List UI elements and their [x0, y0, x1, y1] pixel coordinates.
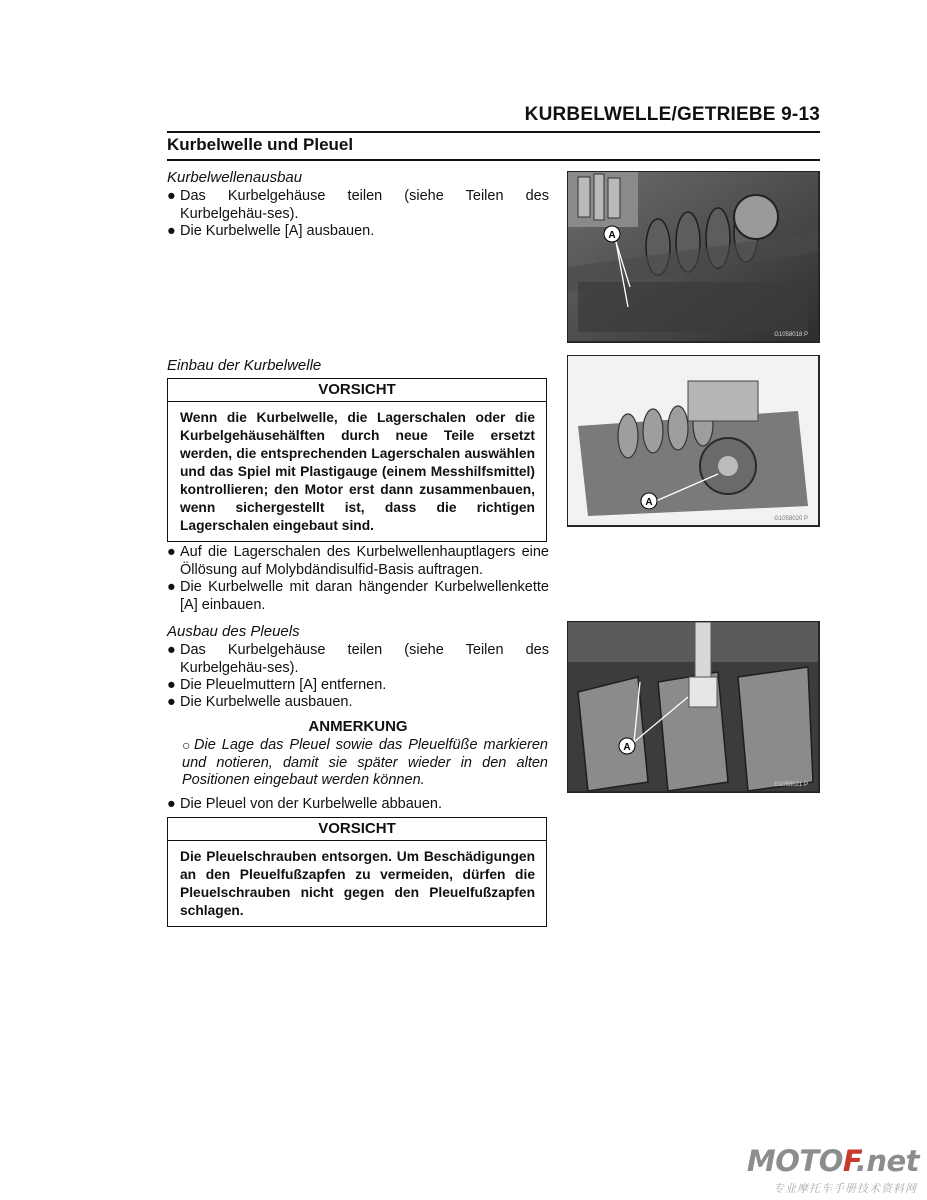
removal-subtitle: Kurbelwellenausbau — [167, 169, 303, 186]
figure-code: G1058021 P — [774, 782, 808, 788]
bullet-icon: ● — [167, 579, 176, 595]
bullet-icon: ● — [167, 796, 176, 812]
caution-heading: VORSICHT — [168, 379, 546, 402]
bullet-icon: ● — [167, 544, 176, 560]
figure-code: G1058020 P — [774, 516, 808, 522]
header-rule — [167, 131, 820, 133]
section-title: Kurbelwelle und Pleuel — [167, 135, 354, 154]
rod-caution-box — [167, 817, 547, 927]
rod-bullet-2: ● Die Pleuelmuttern [A] entfernen. — [167, 677, 387, 693]
note-marker-icon: ○ — [182, 737, 191, 753]
install-subtitle: Einbau der Kurbelwelle — [167, 357, 322, 374]
figure-crankshaft-removal — [567, 171, 820, 343]
section-rule — [167, 159, 820, 161]
figure-code: G1058018 P — [774, 332, 808, 338]
note-text: Die Lage das Pleuel sowie das Pleuelfüße markieren und notieren, damit sie später wieder in den alten Positionen eingebaut werden können. — [182, 737, 548, 788]
watermark-logo: MOTOF.net — [746, 1144, 919, 1178]
figure-callout-label: A — [645, 497, 653, 508]
note-heading: ANMERKUNG — [308, 718, 408, 735]
install-bullet-2: ● Die Kurbelwelle mit daran hängender Kurbelwellenkette [A] einbauen. — [167, 579, 549, 613]
rod-bullet-1: ● Das Kurbelgehäuse teilen (siehe Teilen des Kurbelgehäu-ses). — [167, 642, 549, 676]
caution-text: Die Pleuelschrauben entsorgen. Um Beschädigungen an den Pleuelfußzapfen zu vermeiden, dürfen die Pleuelschrauben nicht gegen den Pleuelfußzapfen schlagen. — [180, 849, 535, 918]
caution-text: Wenn die Kurbelwelle, die Lagerschalen oder die Kurbelgehäusehälften durch neue Teile ersetzt werden, die entsprechenden Lagerschalen auswählen und das Spiel mit Plastigauge (einem Messhilfsmittel) kontrollieren; den Motor erst dann zusammenbauen, wenn sichergestellt ist, dass die richtigen Lagerschalen eingebaut sind. — [180, 410, 535, 533]
figure-callout-label: A — [623, 742, 631, 753]
rod-bullet-4: ● Die Pleuel von der Kurbelwelle abbauen. — [167, 796, 442, 812]
figure-crankshaft-install — [567, 355, 820, 527]
removal-bullet-2: ● Die Kurbelwelle [A] ausbauen. — [167, 223, 375, 239]
bullet-icon: ● — [167, 188, 176, 204]
watermark-tagline: 专业摩托车手册技术资料网 — [773, 1183, 917, 1195]
bullet-icon: ● — [167, 223, 176, 239]
install-caution-box — [167, 378, 547, 542]
bullet-icon: ● — [167, 677, 176, 693]
page-header-title: KURBELWELLE/GETRIEBE 9-13 — [524, 104, 820, 125]
bullet-icon: ● — [167, 694, 176, 710]
rod-removal-subtitle: Ausbau des Pleuels — [167, 623, 300, 640]
caution-heading: VORSICHT — [168, 818, 546, 841]
bullet-icon: ● — [167, 642, 176, 658]
figure-rod-nuts — [567, 621, 820, 793]
removal-bullet-1: ● Das Kurbelgehäuse teilen (siehe Teilen des Kurbelgehäu-ses). — [167, 188, 549, 222]
install-bullet-1: ● Auf die Lagerschalen des Kurbelwellenhauptlagers eine Öllösung auf Molybdändisulfid-Basis auftragen. — [167, 544, 549, 578]
rod-bullet-3: ● Die Kurbelwelle ausbauen. — [167, 694, 353, 710]
figure-callout-label: A — [608, 230, 616, 241]
